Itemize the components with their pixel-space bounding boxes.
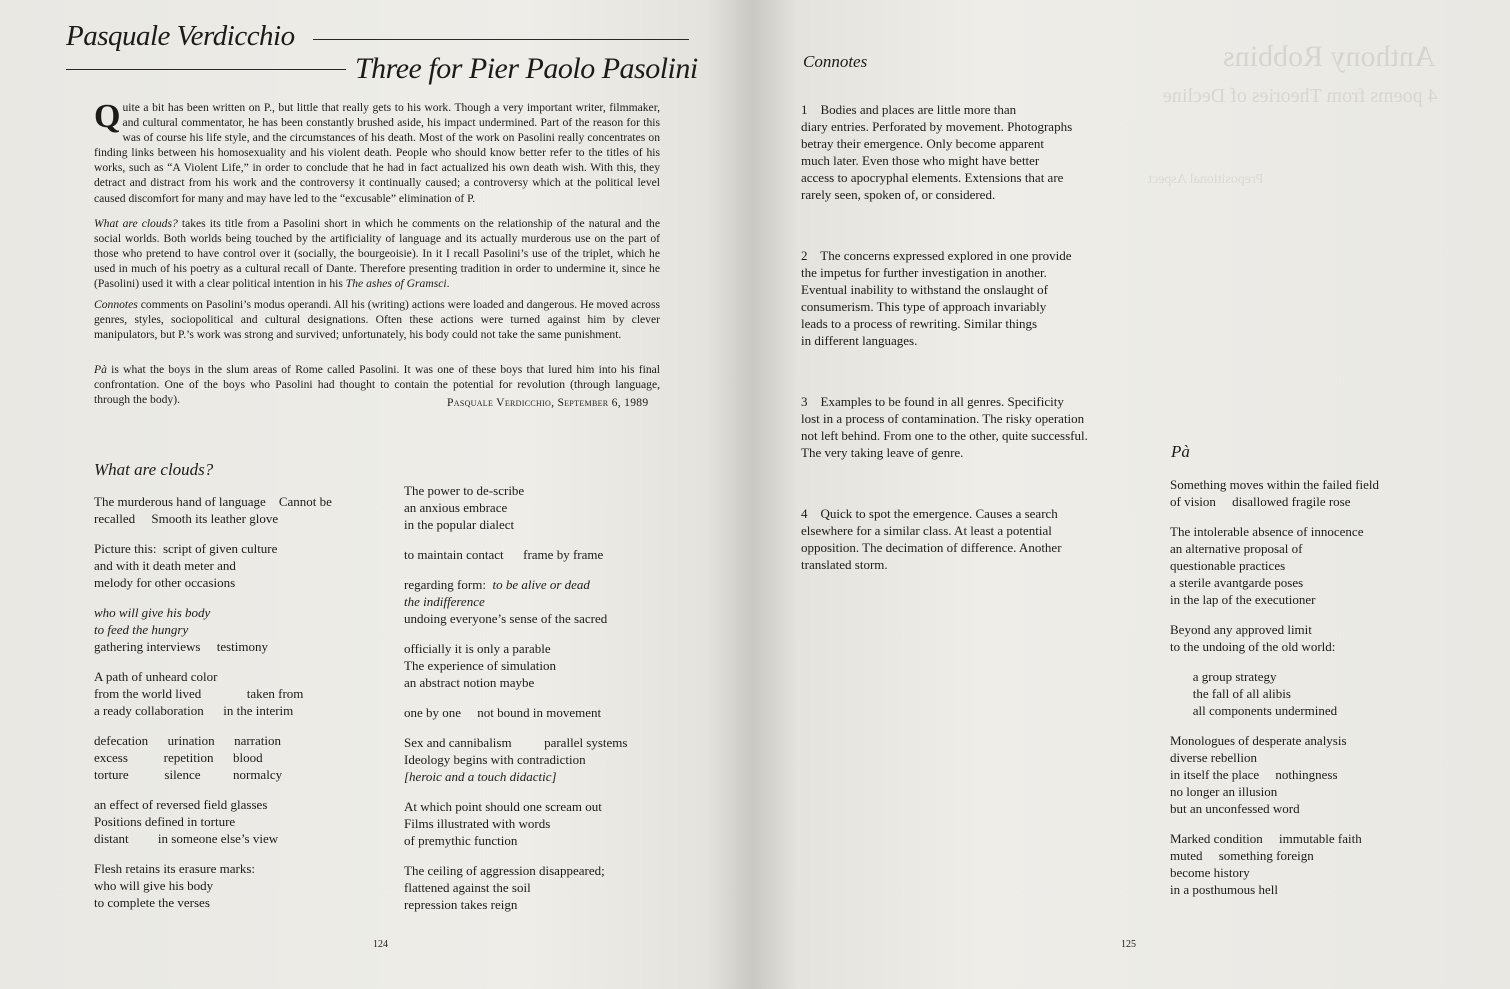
stanza: A path of unheard color from the world lived taken from a ready collaboration in the interim: [94, 669, 304, 718]
stanza: to maintain contact frame by frame: [404, 547, 604, 562]
stanza: The murderous hand of language Cannot be recalled Smooth its leather glove: [94, 494, 332, 526]
stanza: one by one not bound in movement: [404, 705, 602, 720]
connotes-section-3: 3 Examples to be found in all genres. Specificity lost in a process of contamination. The risky operation not left behind. From one to the other, quite successful. The very taking leave of genre.: [801, 394, 1088, 460]
intro-paragraph-2: What are clouds? takes its title from a Pasolini short in which he comments on the relationship of the natural and the social worlds. Both worlds being touched by the artificiality of language and its actually murderous use on the part of those who pretend to have control over it (socially, the bourgeoisie). In it I recall Pasolini’s use of the triplet, which he used in much of his poetry as a cultural recall of Dante. Therefore presenting tradition in order to undermine it, since he (Pasolini) used it with a clear political intention in his The ashes of Gramsci.: [94, 217, 660, 291]
stanza: The intolerable absence of innocence an alternative proposal of questionable practices a sterile avantgarde poses in the lap of the executioner: [1170, 524, 1364, 607]
stanza: officially it is only a parable The experience of simulation an abstract notion maybe: [404, 641, 556, 690]
pa-poem: [1170, 476, 1470, 911]
stanza: regarding form: to be alive or dead the indifference undoing everyone’s sense of the sacred: [404, 577, 608, 626]
article-title: Three for Pier Paolo Pasolini: [355, 52, 698, 85]
intro-paragraph-3: Connotes comments on Pasolini’s modus operandi. All his (writing) actions were loaded and dangerous. He moved across genres, styles, sociopolitical and cultural designations. Often these actions were turned against him by clever manipulators, but P.’s work was strong and survived; unfortunately, his body could not take the same punishment.: [94, 298, 660, 342]
left-page: [0, 0, 753, 989]
right-page: [753, 0, 1510, 989]
stanza: a group strategy the fall of all alibis all components undermined: [1170, 669, 1338, 718]
page-number-right: 125: [1121, 939, 1136, 950]
intro-paragraph-4: Pà is what the boys in the slum areas of Rome called Pasolini. It was one of these boys that lured him into his final confrontation. One of the boys who Pasolini had thought to contain the potential for revolution (through language, through the body).: [94, 363, 660, 407]
clouds-column-2: [404, 482, 674, 926]
drop-cap: Q: [94, 98, 121, 135]
stanza: an effect of reversed field glasses Positions defined in torture distant in someone else’s view: [94, 797, 279, 846]
show-through-subheading: 4 poems from Theories of Decline: [1163, 85, 1438, 107]
stanza: Picture this: script of given culture and with it death meter and melody for other occasions: [94, 541, 278, 590]
show-through-note: Prepositional Aspect: [1148, 172, 1264, 187]
signature-line: Pasquale Verdicchio, September 6, 1989: [447, 396, 649, 409]
stanza: Flesh retains its erasure marks: who will give his body to complete the verses: [94, 861, 256, 910]
stanza: Marked condition immutable faith muted something foreign become history in a posthumous hell: [1170, 831, 1362, 897]
section-title-connotes: Connotes: [803, 52, 868, 71]
clouds-column-1: [94, 493, 384, 924]
stanza: Something moves within the failed field of vision disallowed fragile rose: [1170, 477, 1380, 509]
connotes-section-4: 4 Quick to spot the emergence. Causes a search elsewhere for a similar class. At least a potential opposition. The decimation of difference. Another translated storm.: [801, 506, 1062, 572]
show-through-heading: Anthony Robbins: [1223, 40, 1436, 73]
stanza: The power to de-scribe an anxious embrace in the popular dialect: [404, 483, 525, 532]
stanza: Monologues of desperate analysis diverse rebellion in itself the place nothingness no longer an illusion but an unconfessed word: [1170, 733, 1347, 816]
author-name: Pasquale Verdicchio: [66, 20, 295, 52]
connotes-section-1: 1 Bodies and places are little more than diary entries. Perforated by movement. Photographs betray their emergence. Only become apparent much later. Even those who might have better access to apocryphal elements. Extensions that are rarely seen, spoken of, or considered.: [801, 102, 1073, 202]
page-number-left: 124: [373, 939, 388, 950]
section-title-clouds: What are clouds?: [94, 460, 214, 479]
header-rule-top: [313, 39, 689, 40]
connotes-section-2: 2 The concerns expressed explored in one provide the impetus for further investigation in another. Eventual inability to withstand the onslaught of consumerism. This type of approach invariably leads to a process of rewriting. Similar things in different languages.: [801, 248, 1072, 348]
intro-paragraph-1: Quite a bit has been written on P., but little that really gets to his work. Though a very important writer, filmmaker, and cultural commentator, he has been constantly brushed aside, his impact undermined. Part of the reason for this was of course his life style, and the circumstances of his death. Most of the work on Pasolini really concentrates on finding links between his homosexuality and his violent death. People who should know better refer to the titles of his works, such as “A Violent Life,” in order to conclude that he had in fact actualized his own death wish. With this, they detract and distract from his work and the controversy it continually caused; a controversy which at the political level caused discomfort for many and may have led to the “excusable” elimination of P.: [94, 98, 660, 205]
section-title-pa: Pà: [1171, 442, 1190, 461]
stanza: Beyond any approved limit to the undoing of the old world:: [1170, 622, 1336, 654]
header-rule-bottom: [66, 69, 346, 70]
stanza: At which point should one scream out Films illustrated with words of premythic function: [404, 799, 602, 848]
stanza: who will give his body to feed the hungry gathering interviews testimony: [94, 605, 269, 654]
stanza: defecation urination narration excess repetition blood torture silence normalcy: [94, 733, 283, 782]
stanza: The ceiling of aggression disappeared; flattened against the soil repression takes reign: [404, 863, 605, 912]
stanza: Sex and cannibalism parallel systems Ideology begins with contradiction [heroic and a touch didactic]: [404, 735, 628, 784]
